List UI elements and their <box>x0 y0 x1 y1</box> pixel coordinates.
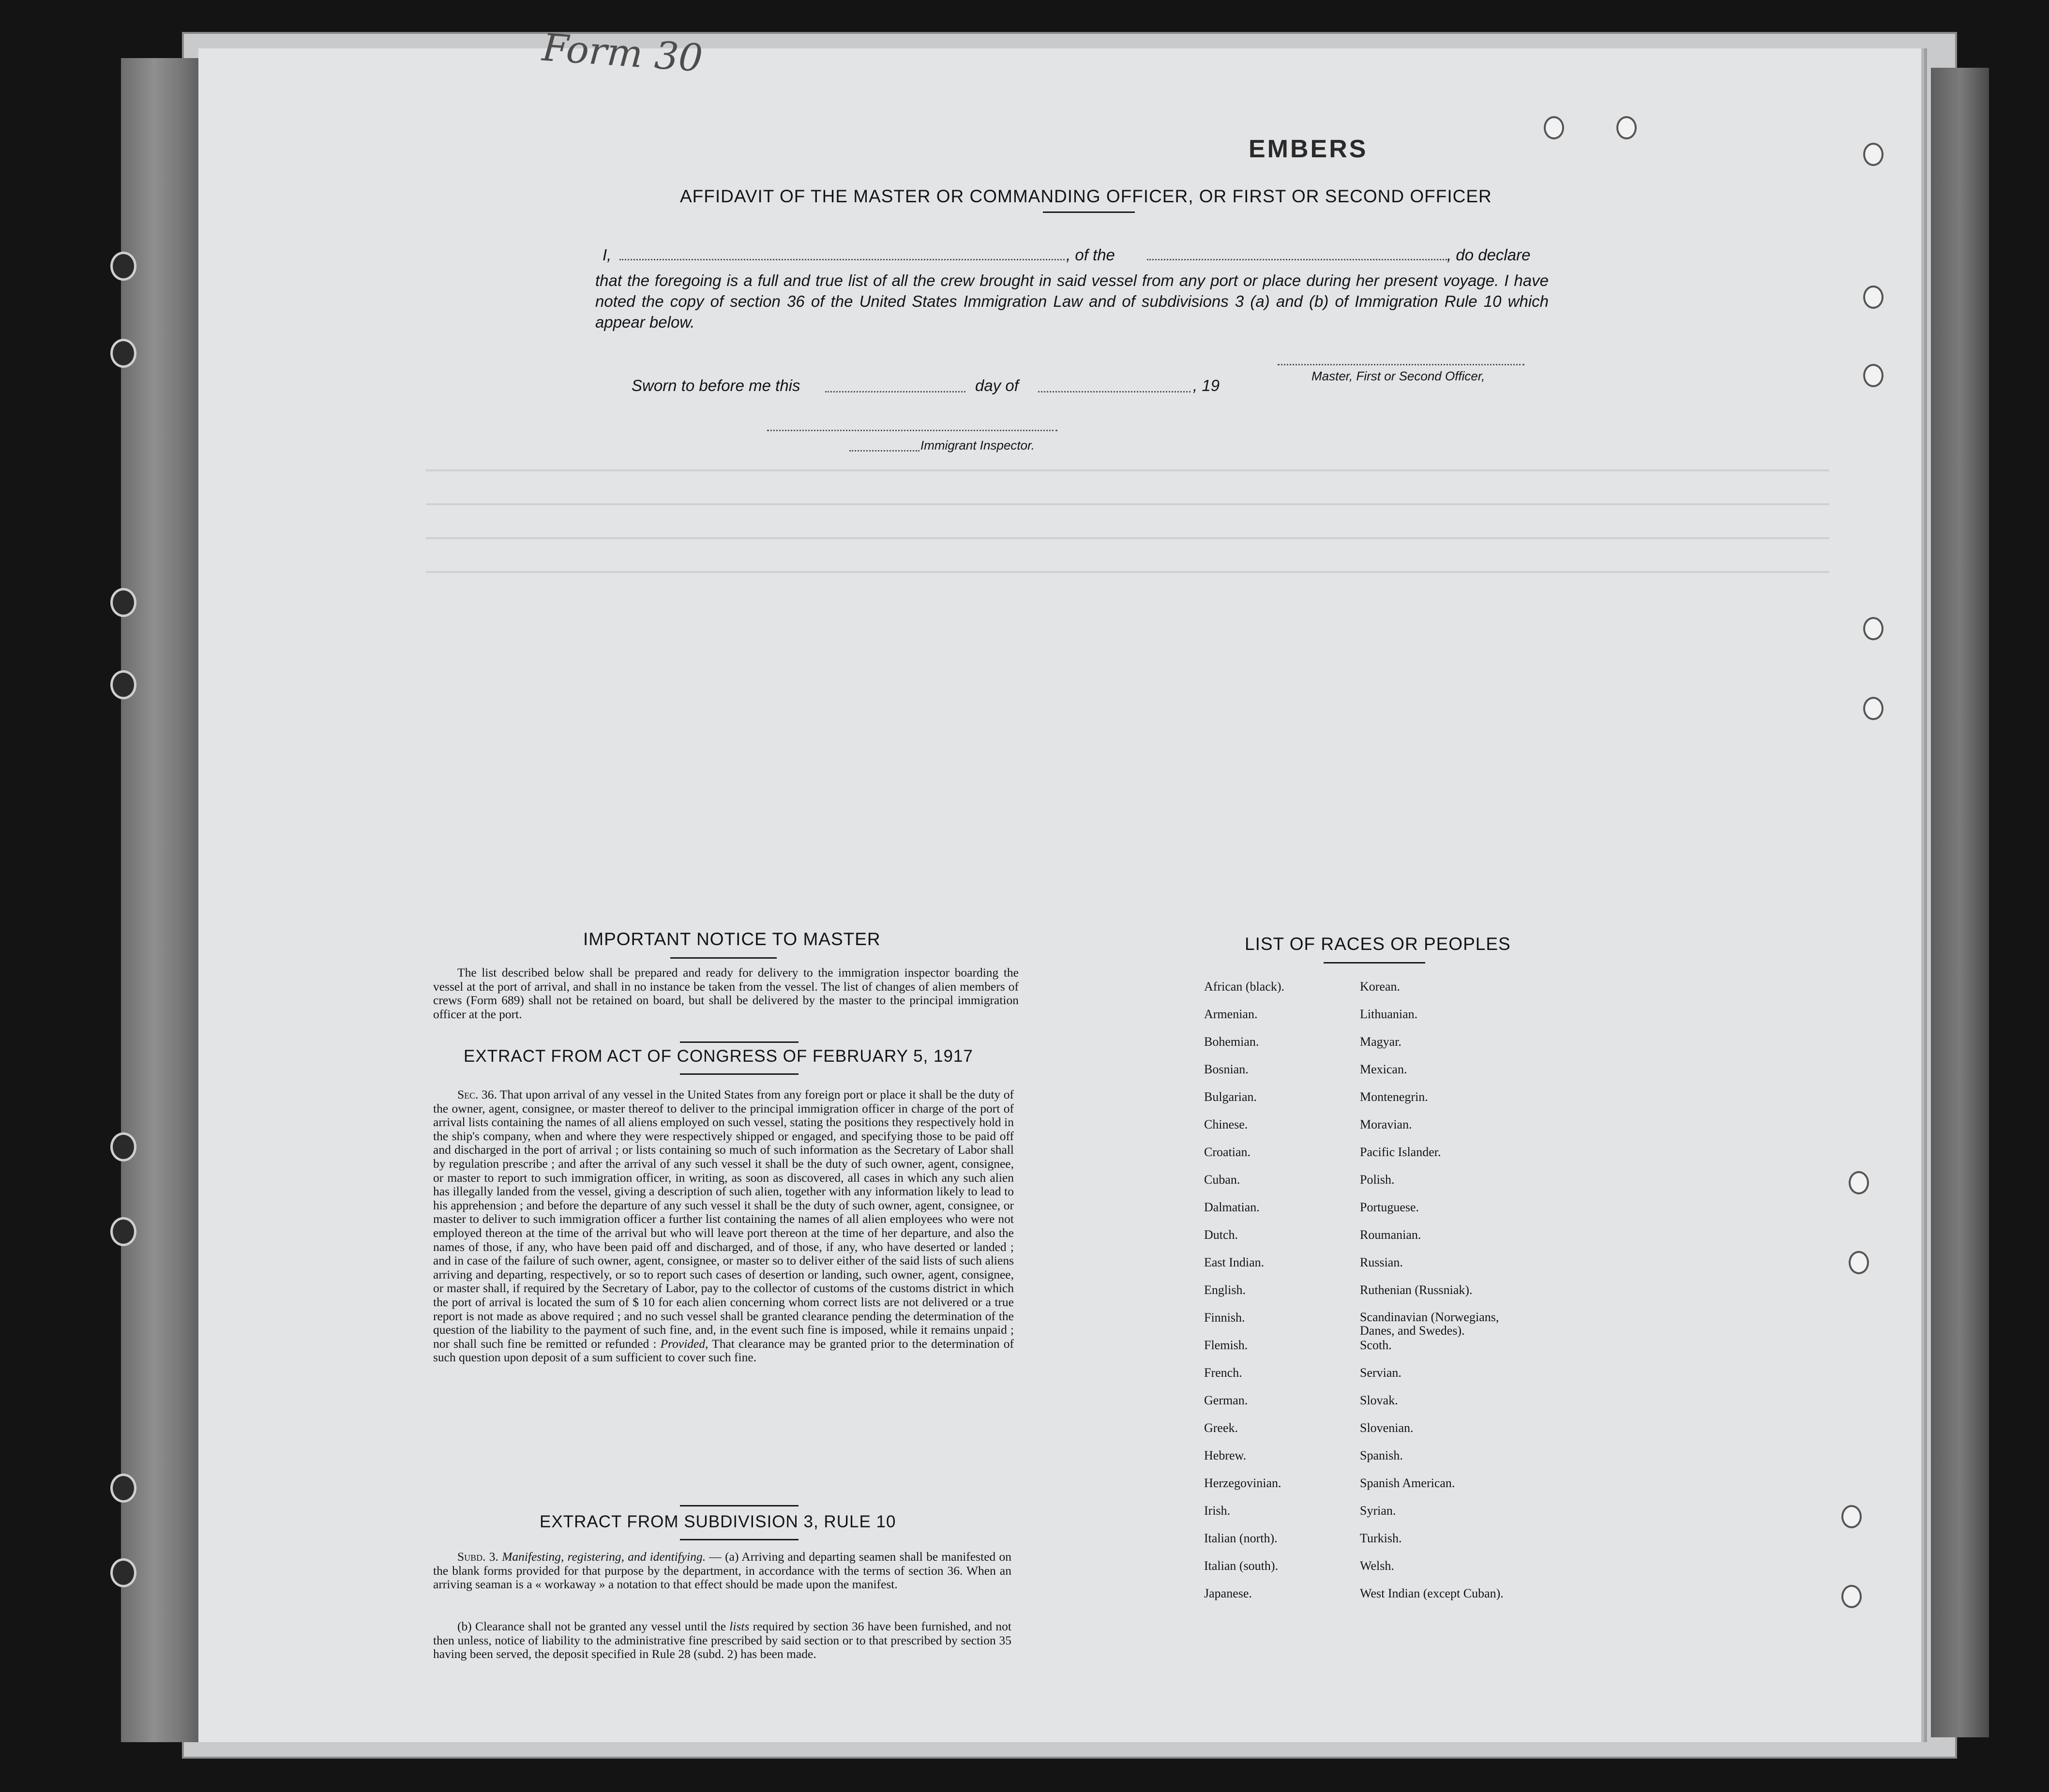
act-underline <box>680 1073 799 1075</box>
race-item: Bohemian. <box>1204 1035 1259 1049</box>
races-title: LIST OF RACES OR PEOPLES <box>1245 934 1511 954</box>
races-underline <box>1324 962 1425 964</box>
act-section-36 <box>433 1088 1014 1365</box>
punch-hole <box>1544 116 1564 139</box>
race-item: Dalmatian. <box>1204 1200 1260 1214</box>
binder-hole <box>110 1558 136 1587</box>
race-item: Japanese. <box>1204 1586 1252 1600</box>
affidavit-title: AFFIDAVIT OF THE MASTER OR COMMANDING OFFICER, OR FIRST OR SECOND OFFICER <box>680 186 1492 206</box>
sworn-year: , 19 <box>1193 376 1220 394</box>
race-item: Bosnian. <box>1204 1062 1249 1076</box>
race-item: Mexican. <box>1360 1062 1407 1076</box>
binder-hole <box>110 339 136 368</box>
inspector-label: Immigrant Inspector. <box>920 438 1035 452</box>
race-item: Flemish. <box>1204 1338 1248 1352</box>
binder-hole <box>110 1132 136 1161</box>
name-blank-line <box>619 259 1065 260</box>
race-item: Dutch. <box>1204 1228 1238 1242</box>
race-item: Portuguese. <box>1360 1200 1419 1214</box>
bleed-through-heading: EMBERS <box>1249 135 1368 163</box>
punch-hole <box>1841 1505 1862 1528</box>
rule-subd-b <box>433 1620 1011 1661</box>
act-title: EXTRACT FROM ACT OF CONGRESS OF FEBRUARY 5, 1917 <box>464 1047 973 1066</box>
race-item: West Indian (except Cuban). <box>1360 1586 1504 1600</box>
notice-underline <box>670 957 777 959</box>
sworn-day-of: day of <box>975 376 1019 394</box>
act-overline <box>680 1041 799 1043</box>
race-item: Finnish. <box>1204 1310 1245 1325</box>
handwritten-note: Form 30 <box>541 26 704 81</box>
race-item: Cuban. <box>1204 1173 1240 1187</box>
race-item: East Indian. <box>1204 1255 1265 1269</box>
binder-hole <box>110 1217 136 1246</box>
inspector-lead-line <box>849 450 919 452</box>
race-item: Slovenian. <box>1360 1421 1414 1435</box>
race-item: Italian (north). <box>1204 1531 1278 1545</box>
race-item: Greek. <box>1204 1421 1238 1435</box>
right-binder-edge <box>1931 68 1989 1737</box>
bleed-through-rule <box>426 469 1829 471</box>
subd-b-lists: lists <box>729 1619 750 1633</box>
bleed-through-rule <box>426 571 1829 573</box>
punch-hole <box>1863 364 1883 387</box>
race-item: Croatian. <box>1204 1145 1251 1159</box>
binder-hole <box>110 1474 136 1503</box>
subd-b-text2: required by section 36 have been furnished, and not then unless, notice of liability to the administrative fine prescribed by said section or to that prescribed by section 35 having been served, the deposit specified in Rule 28 (subd. 2) has been made. <box>433 1619 1012 1661</box>
affidavit-do-declare: , do declare <box>1447 246 1531 264</box>
race-item: Hebrew. <box>1204 1448 1247 1462</box>
race-item: Bulgarian. <box>1204 1090 1257 1104</box>
race-item: Servian. <box>1360 1366 1401 1380</box>
punch-hole <box>1863 286 1883 309</box>
race-item: Irish. <box>1204 1504 1231 1518</box>
rule-underline <box>680 1539 799 1540</box>
rule-overline <box>680 1505 799 1506</box>
vessel-blank-line <box>1147 259 1447 260</box>
binder-hole <box>110 588 136 617</box>
provided-word: Provided, <box>660 1336 708 1351</box>
race-item: Italian (south). <box>1204 1559 1279 1573</box>
affidavit-body: that the foregoing is a full and true list of all the crew brought in said vessel from any port or place during her present voyage. I have noted the copy of section 36 of the United States Immigration Law and of subdivisions 3 (a) and (b) of Immigration Rule 10 which appear below. <box>595 271 1549 331</box>
race-item: Slovak. <box>1360 1393 1398 1407</box>
rule-subd-a <box>433 1550 1011 1592</box>
master-signature-label: Master, First or Second Officer, <box>1311 369 1485 383</box>
section-label: Sec. 36. <box>457 1087 497 1101</box>
race-item: Armenian. <box>1204 1007 1258 1021</box>
title-underline <box>1043 211 1135 213</box>
section-body: That upon arrival of any vessel in the United States from any foreign port or place it shall be the duty of the owner, agent, consignee, or master thereof to deliver to the principal immigration officer in charge of the port of arrival lists containing the names of all aliens employed on such vessel, stating the positions they respectively hold in the ship's company, when and where they were respectively shipped or engaged, and specifying those to be paid off and discharged in the port of arrival ; or lists containing so much of such information as the Secretary of Labor shall by regulation prescribe ; and after the arrival of any such vessel it shall be the duty of such owner, agent, consignee, or master to report to such immigration officer, in writing, as soon as discovered, all cases in which any such alien has illegally landed from the vessel, giving a description of such alien, together with any information likely to lead to his apprehension ; and before the departure of any such vessel it shall be the duty of such owner, agent, consignee, or master to deliver to such immigration officer a further list containing the names of all alien employees who were not employed thereon at the time of the arrival but who will leave port thereon at the time of her departure, and also the names of those, if any, who have been paid off and discharged, and of those, if any, who have deserted or landed ; and in case of the failure of such owner, agent, consignee, or master so to deliver either of the said lists of such aliens arriving and departing, respectively, or so to report such cases of desertion or landing, such owner, agent, consignee, or master shall, if required by the Secretary of Labor, pay to the collector of customs of the customs district in which the port of arrival is located the sum of $ 10 for each alien concerning whom correct lists are not delivered or a true report is not made as above required ; and no such vessel shall be granted clearance pending the determination of the question of the liability to the payment of such fine, and, in the event such fine is imposed, while it remains unpaid ; nor shall such fine be remitted or refunded : <box>433 1087 1014 1351</box>
race-item: Chinese. <box>1204 1117 1248 1131</box>
race-item: Welsh. <box>1360 1559 1394 1573</box>
bleed-through-rule <box>426 503 1829 505</box>
punch-hole <box>1863 617 1883 640</box>
race-item: Montenegrin. <box>1360 1090 1428 1104</box>
sworn-date-line <box>825 391 965 392</box>
affidavit-i: I, <box>603 246 612 264</box>
race-item: Russian. <box>1360 1255 1403 1269</box>
rule-title: EXTRACT FROM SUBDIVISION 3, RULE 10 <box>540 1512 896 1531</box>
race-item: French. <box>1204 1366 1242 1380</box>
subd-a-text: — (a) Arriving and departing seamen shall be manifested on the blank forms provided for that purpose by the department, in accordance with the terms of section 36. When an arriving seaman is a « workaway » a notation to that effect should be made upon the manifest. <box>433 1550 1012 1592</box>
race-item: Spanish American. <box>1360 1476 1455 1490</box>
race-item: Roumanian. <box>1360 1228 1421 1242</box>
master-signature-line <box>1278 364 1524 365</box>
race-item: Spanish. <box>1360 1448 1403 1462</box>
inspector-signature-line <box>767 430 1057 431</box>
race-item: Moravian. <box>1360 1117 1412 1131</box>
race-item: Ruthenian (Russniak). <box>1360 1283 1473 1297</box>
subd-heading: Manifesting, registering, and identifying. <box>502 1550 706 1564</box>
punch-hole <box>1616 116 1637 139</box>
section-body-end: That clearance may be granted prior to the determination of such question upon deposit of a sum sufficient to cover such fine. <box>433 1336 1014 1365</box>
race-item: Lithuanian. <box>1360 1007 1418 1021</box>
punch-hole <box>1849 1171 1869 1194</box>
race-item: Scoth. <box>1360 1338 1392 1352</box>
sworn-month-line <box>1038 391 1190 392</box>
binder-hole <box>110 252 136 281</box>
affidavit-of-the: , of the <box>1066 246 1115 264</box>
subd-b-label: (b) <box>457 1619 472 1633</box>
race-item: Syrian. <box>1360 1504 1396 1518</box>
punch-hole <box>1863 697 1883 720</box>
race-item: Turkish. <box>1360 1531 1402 1545</box>
binder-hole <box>110 670 136 699</box>
subd-b-text1: Clearance shall not be granted any vessel until the <box>475 1619 726 1633</box>
race-item: African (black). <box>1204 979 1285 994</box>
race-item: English. <box>1204 1283 1246 1297</box>
race-item: Magyar. <box>1360 1035 1401 1049</box>
bleed-through-rule <box>426 537 1829 539</box>
race-item: Herzegovinian. <box>1204 1476 1281 1490</box>
race-item: Scandinavian (Norwegians, Danes, and Swedes). <box>1360 1310 1499 1338</box>
subd-label: Subd. 3. <box>457 1550 498 1564</box>
punch-hole <box>1841 1585 1862 1608</box>
race-item: German. <box>1204 1393 1248 1407</box>
race-item: Polish. <box>1360 1173 1395 1187</box>
race-item: Pacific Islander. <box>1360 1145 1441 1159</box>
notice-title: IMPORTANT NOTICE TO MASTER <box>583 929 881 949</box>
race-item: Korean. <box>1360 979 1401 994</box>
notice-body: The list described below shall be prepared and ready for delivery to the immigration inspector boarding the vessel at the port of arrival, and shall in no instance be taken from the vessel. The list of changes of alien members of crews (Form 689) shall not be retained on board, but shall be delivered by the master to the principal immigration officer at the port. <box>433 965 1019 1021</box>
punch-hole <box>1863 143 1883 166</box>
punch-hole <box>1849 1251 1869 1274</box>
sworn-prefix: Sworn to before me this <box>632 376 800 394</box>
